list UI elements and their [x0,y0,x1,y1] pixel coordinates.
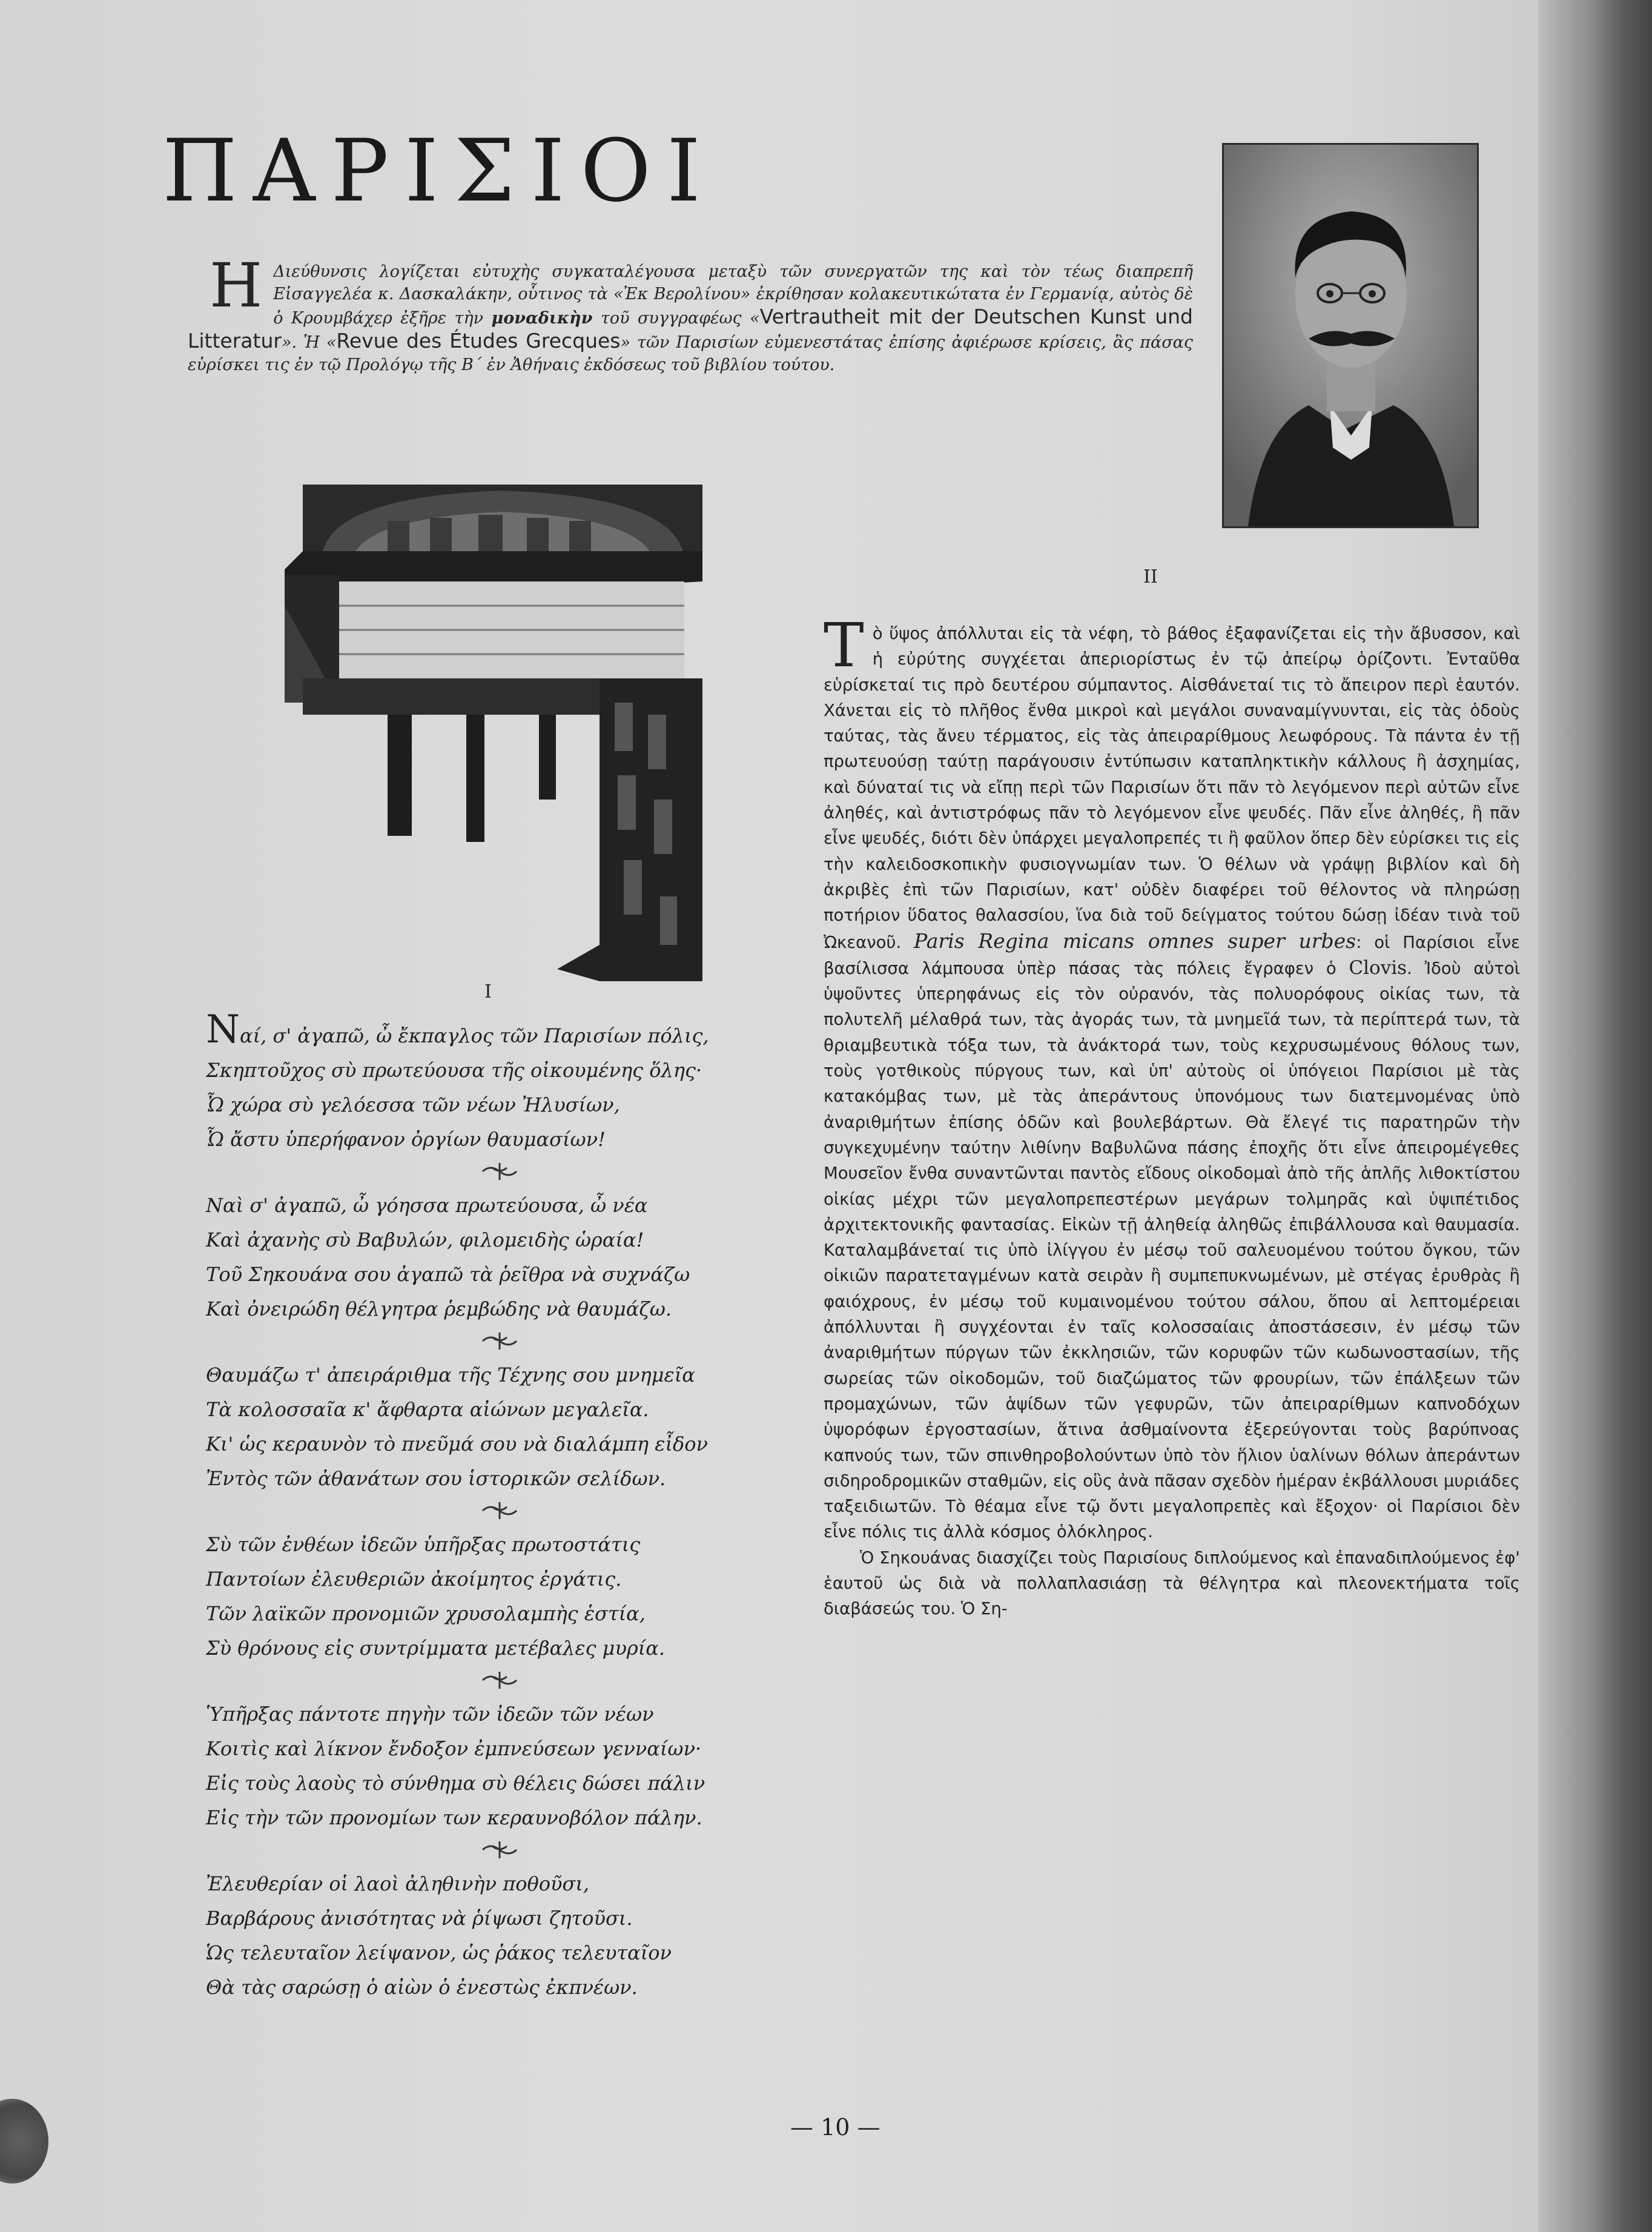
poem-line: Θὰ τὰς σαρώσῃ ὁ αἰὼν ὁ ἐνεστὼς ἐκπνέων. [206,1976,638,1999]
poem-line: Κι' ὡς κεραυνὸν τὸ πνεῦμά σου νὰ διαλάμπη εἶδον [206,1432,708,1455]
stanza-5 [206,1697,781,1835]
poem-line: Κοιτὶς καὶ λίκνον ἔνδοξον ἐμπνεύσεων γενναίων· [206,1737,702,1760]
poem-line: Θαυμάζω τ' ἀπειράριθμα τῆς Τέχνης σου μνημεῖα [206,1363,695,1386]
poem-line: Σὺ θρόνους εἰς συντρίμματα μετέβαλες μυρία. [206,1637,666,1660]
page-title: ΠΑΡΙΣΙΟΙ [162,121,717,221]
poem-line: Ναὶ σ' ἀγαπῶ, ὦ γόησσα πρωτεύουσα, ὦ νέα [206,1194,648,1217]
poem-line: Ἐλευθερίαν οἱ λαοὶ ἀληθινὴν ποθοῦσι, [206,1872,590,1895]
ornament-icon [481,1161,518,1182]
poem-line: Τοῦ Σηκουάνα σου ἀγαπῶ τὰ ῥεῖθρα νὰ συχνάζω [206,1263,690,1286]
poem-initial: N [206,1007,240,1052]
paragraph: Τὸ ὕψος ἀπόλλυται εἰς τὰ νέφη, τὸ βάθος ἐξαφανίζεται εἰς τὴν ἄβυσσον, καὶ ἡ εὐρύτης συγχέεται ἀπεριορίστως ἐν τῷ ἀπείρῳ ὁρίζοντι. Ἐνταῦθα εὑρίσκεταί τις πρὸ δευτέρου σύμπαντος. Αἰσθάνεταί τις τὸ ἄπειρον περὶ ἑαυτόν. Χάνεται εἰς τὸ πλῆθος ἔνθα μικροὶ καὶ μεγάλοι συναναμίγνυνται, εἰς τὰς ὁδοὺς ταύτας, τὰς ἄνευ τέρματος, εἰς τὰς ἀπειραρίθμους λεωφόρους. Τὰ πάντα ἐν τῇ πρωτευούσῃ ταύτῃ παράγουσιν ἐντύπωσιν καταπληκτικὴν κάλλους ἢ ἀσχημίας, καὶ δύναταί τις νὰ εἴπῃ περὶ τῶν Παρισίων ὅτι πᾶν τὸ λεγόμενον περὶ αὐτῶν εἶνε ἀληθές, καὶ ἀντιστρόφως πᾶν τὸ λεγόμενον εἶνε ψευδές. Πᾶν εἶνε ἀληθές, ἢ πᾶν εἶνε ψευδές, διότι δὲν ὑπάρχει μεγαλοπρεπές τι ἢ φαῦλον ὅπερ δὲν εὑρίσκει τις εἰς τὴν καλειδοσκοπικὴν φυσιογνωμίαν των. Ὁ θέλων νὰ γράψῃ βιβλίον καὶ δὴ ἀκριβὲς ἐπὶ τῶν Παρισίων, κατ' οὐδὲν διαφέρει τοῦ θέλοντος νὰ πληρώσῃ ποτήριον ὕδατος θαλασσίου, ἵνα διὰ τοῦ δείγματος τούτου δώσῃ ἰδέαν τινὰ τοῦ Ὠκεανοῦ. Paris Regina micans omnes super urbes: οἱ Παρίσιοι εἶνε βασίλισσα λάμπουσα ὑπὲρ πάσας τὰς πόλεις ἔγραφεν ὁ Clovis. Ἰδοὺ αὐτοὶ ὑψοῦντες ὑπερηφάνως εἰς τὸν οὐρανόν, τὰς πολυορόφους οἰκίας των, τὰ πολυτελῆ μέλαθρά των, τὰς ἀγοράς των, τὰ μνημεῖά των, τὰ περίπτερά των, τὰ θριαμβευτικὰ τόξα των, τὰ ἀνάκτορά των, τοὺς κεχρυσωμένους θόλους των, τοὺς γοτθικοὺς πύργους των, καὶ ὑπ' αὐτοὺς οἱ ὑπόγειοι Παρίσιοι μὲ τὰς κατακόμβας των, μὲ τὰς ἀπεράντους ὑπονόμους των διατεμνομένας ὑπὸ ἀναριθμήτων ἐπίσης ὁδῶν καὶ βουλεβάρτων. Θὰ ἔλεγέ τις παρατηρῶν τὴν συγκεχυμένην ταύτην λιθίνην Βαβυλῶνα πάσης ἐποχῆς ὅτι εἶνε ἀπειρομέγεθες Μουσεῖον ἔνθα συναντῶνται παντὸς εἴδους οἰκοδομαὶ ἀπὸ τῆς ἁπλῆς λιθοκτίστου οἰκίας μέχρι τῶν μεγαλοπρεπεστέρων μεγάρων τολμηρᾶς καὶ ὑψιπέτιδος ἀρχιτεκτονικῆς φαντασίας. Εἰκὼν τῇ ἀληθείᾳ ἀληθῶς ἐπιβάλλουσα καὶ θαυμασία. Καταλαμβάνεταί τις ὑπὸ ἰλίγγου ἐν μέσῳ τοῦ σαλευομένου τούτου ὄγκου, τῶν οἰκιῶν παρατεταγμένων κατὰ σειρὰν ἢ συμπεπυκνωμένων, μὲ στέγας ἐρυθρὰς ἢ φαιόχρους, ἐν μέσῳ τοῦ κυμαινομένου τούτου σάλου, ὅπου αἱ λεπτομέρειαι ἀπόλλυνται ἢ συγχέονται ἐν ταῖς κολοσσαίαις ἀποστάσεσιν, ἐν μέσῳ τῶν ἀναριθμήτων πύργων τῶν ἐκκλησιῶν, τῶν κορυφῶν τῶν κωδωνοστασίων, τῆς σωρείας τῶν οἰκοδομῶν, τοῦ διαζώματος τῶν φρουρίων, τῶν ἐπάλξεων τῶν προμαχώνων, τῶν ἁψίδων τῶν γεφυρῶν, τῶν ἀπειραρίθμων καπνοδόχων ὑψορόφων ἐργοστασίων, ἅτινα ἀσθμαίνοντα ἐξερεύγονται τοὺς βαρύπνοας καπνούς των, τῶν σπινθηροβολούντων ὑπὸ τὸν ἥλιον ὑαλίνων θόλων ἀπεράντων σιδηροδρομικῶν σταθμῶν, εἰς οὓς ἀνὰ πᾶσαν σχεδὸν ἡμέραν ἐκβάλλουσι μυριάδες ταξειδιωτῶν. Τὸ θέαμα εἶνε τῷ ὄντι μεγαλοπρεπὲς καὶ ἔξοχον· οἱ Παρίσιοι δὲν εἶνε πόλις τις ἀλλὰ κόσμος ὁλόκληρος. [824,610,1520,1542]
poem-line: Ὦ ἄστυ ὑπερήφανον ὀργίων θαυμασίων! [206,1128,606,1151]
ornament-icon [481,1669,518,1691]
editorial-note: Η Διεύθυνσις λογίζεται εὐτυχὴς συγκαταλέγουσα μεταξὺ τῶν συνεργατῶν της καὶ τὸν τέως διαπρεπῆ Εἰσαγγελέα κ. Δασκαλάκην, οὗτινος τὰ «Ἐκ Βερολίνου» ἐκρίθησαν κολακευτικώτατα ἐν Γερμανίᾳ, αὐτὸς δὲ ὁ Κρουμβάχερ ἐξῆρε τὴν μοναδικὴν τοῦ συγγραφέως «Vertrautheit mit der Deutschen Kunst und Litteratur». Ἡ «Revue des Études Grecques» τῶν Παρισίων εὐμενεστάτας ἐπίσης ἀφιέρωσε κρίσεις, ἃς πάσας εὑρίσκει τις ἐν τῷ Προλόγῳ τῆς Β΄ ἐν Ἀθήναις ἐκδόσεως τοῦ βιβλίου τούτου. [188,250,1194,374]
illustration-image [285,485,702,981]
poem-line: Nαί, σ' ἀγαπῶ, ὦ ἔκπαγλος τῶν Παρισίων πόλις, [206,1007,709,1052]
stanza-1 [206,1007,781,1157]
ornament-icon [481,1500,518,1522]
poem-line: Καὶ ἀχανὴς σὺ Βαβυλών, φιλομειδὴς ὡραία! [206,1228,644,1251]
poem-line: Σκηπτοῦχος σὺ πρωτεύουσα τῆς οἰκουμένης ὅλης· [206,1059,702,1082]
paragraph: Ὁ Σηκουάνας διασχίζει τοὺς Παρισίους διπλούμενος καὶ ἐπαναδιπλούμενος ἐφ' ἑαυτοῦ ὡς διὰ νὰ πολλαπλασιάσῃ τὰ θέλγητρα καὶ πλεονεκτήματα τοῖς διαβάσεώς του. Ὁ Ση- [824,1548,1520,1619]
poem-line: Ὡς τελευταῖον λείψανον, ὡς ῥάκος τελευταῖον [206,1941,672,1964]
poem-line: Σὺ τῶν ἐνθέων ἰδεῶν ὑπῆρξας πρωτοστάτις [206,1533,641,1556]
page-corner-shadow [0,2099,48,2184]
poem-line: Εἰς τοὺς λαοὺς τὸ σύνθημα σὺ θέλεις δώσει πάλιν [206,1772,705,1795]
dropcap: Τ [824,610,864,681]
prose-column [824,610,1520,1622]
stanza-2 [206,1188,781,1326]
gothic-portal-illustration [285,485,702,981]
poem-line: Βαρβάρους ἀνισότητας νὰ ῥίψωσι ζητοῦσι. [206,1907,633,1930]
stanza-3 [206,1358,781,1496]
author-portrait [1222,143,1479,528]
poem-line: Ὑπῆρξας πάντοτε πηγὴν τῶν ἰδεῶν τῶν νέων [206,1703,654,1726]
intro-initial: Η [210,250,263,321]
section-numeral-2: II [1143,566,1158,588]
poem-line: Τὰ κολοσσαῖα κ' ἄφθαρτα αἰώνων μεγαλεῖα. [206,1398,649,1421]
section-numeral-1: I [484,981,492,1002]
poem-line: Καὶ ὀνειρώδη θέλγητρα ῥεμβώδης νὰ θαυμάζω. [206,1297,672,1320]
poem-line: Τῶν λαϊκῶν προνομιῶν χρυσολαμπὴς ἑστία, [206,1602,646,1625]
stanza-4 [206,1528,781,1666]
ornament-icon [481,1330,518,1352]
portrait-image [1224,145,1477,526]
book-spine-shadow [1538,0,1652,2232]
poem-line: Παντοίων ἐλευθεριῶν ἀκοίμητος ἐργάτις. [206,1568,622,1591]
poem-line: Ἐντὸς τῶν ἀθανάτων σου ἱστορικῶν σελίδων. [206,1467,666,1490]
poem-line: Εἰς τὴν τῶν προνομίων των κεραυνοβόλον πάλην. [206,1806,702,1829]
poem [206,1007,781,2005]
ornament-icon [481,1839,518,1861]
stanza-6 [206,1867,781,2005]
page-number: — 10 — [790,2114,881,2141]
poem-line: Ὦ χώρα σὺ γελόεσσα τῶν νέων Ἠλυσίων, [206,1093,620,1116]
